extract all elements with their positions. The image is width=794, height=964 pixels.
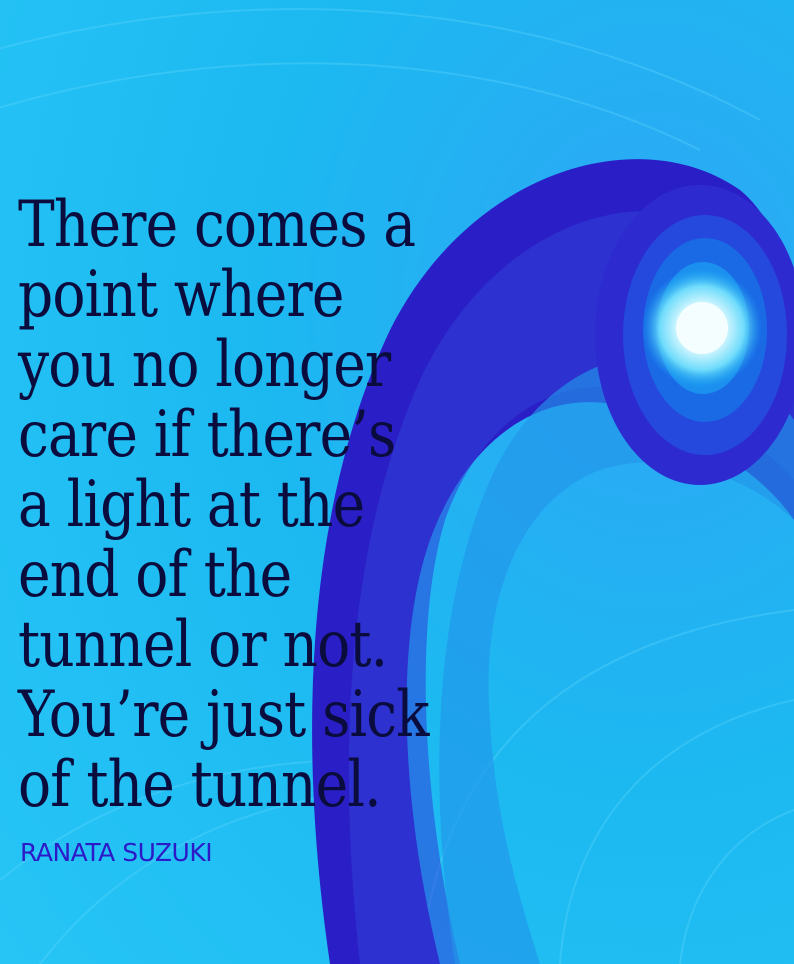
- quote-text: [18, 190, 478, 820]
- quote-line: a light at the: [18, 468, 365, 542]
- quote-line: care if there’s: [18, 398, 396, 472]
- quote-line: of the tunnel.: [18, 748, 381, 822]
- quote-line: end of the: [18, 538, 292, 612]
- quote-line: you no longer: [18, 328, 391, 402]
- quote-line: point where: [18, 258, 344, 332]
- quote-line: There comes a: [18, 188, 416, 262]
- quote-line: You’re just sick: [18, 678, 429, 752]
- quote-line: tunnel or not.: [18, 608, 388, 682]
- quote-author: RANATA SUZUKI: [20, 838, 213, 867]
